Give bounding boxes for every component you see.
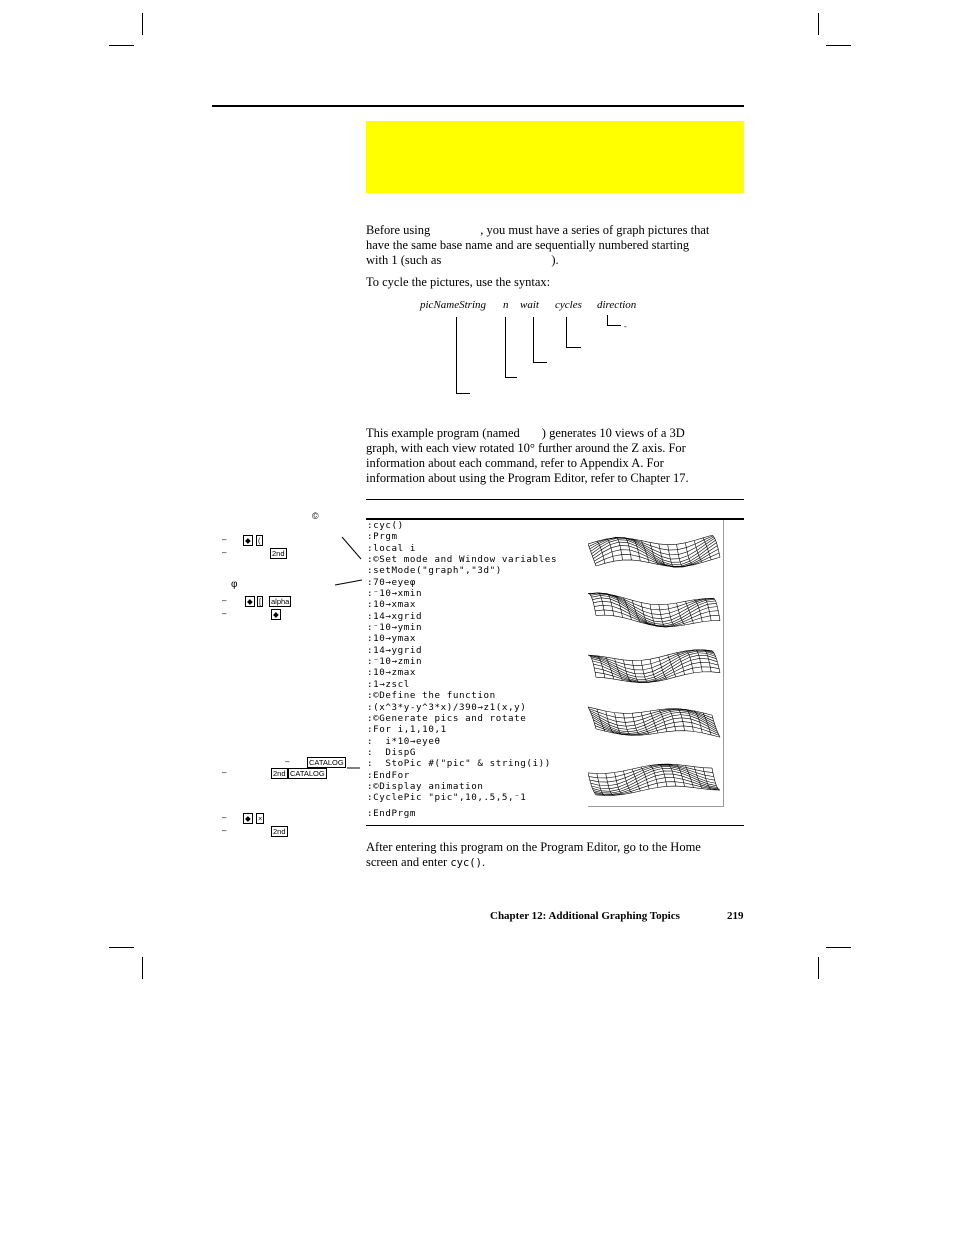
code-line: :©Set mode and Window variables [367,554,558,566]
margin-copyright-symbol: © [312,511,319,521]
margin-dash: – [222,596,227,605]
after-paragraph: After entering this program on the Program Editor, go to the Home screen and enter cyc(). [366,840,701,869]
page-number: 219 [727,910,744,922]
syntax-cycles: cycles [555,299,582,311]
surface-graph [588,650,720,683]
second-key: 2nd [273,769,286,778]
catalog-key: CATALOG [290,769,325,778]
code-line: : i*10→eyeθ [367,735,441,747]
syntax-pic-name: picNameString [420,299,486,311]
code-line: : StoPic #("pic" & string(i)) [367,758,551,770]
margin-dash: – [222,826,227,835]
code-line: : DispG [367,746,417,758]
margin-dash: – [285,757,290,766]
syntax-wait: wait [520,299,539,311]
intro-paragraph: Before using , you must have a series of graph pictures that have the same base name and are sequentially numbered starting with 1 (such as ). [366,223,710,267]
surface-graph [588,764,720,795]
margin-dash: – [222,813,227,822]
syntax-direction: direction [597,299,637,311]
code-line: :14→xgrid [367,610,423,622]
second-key: 2nd [273,827,286,836]
code-line: :©Display animation [367,780,484,792]
margin-phi: φ [231,579,238,590]
rotated-graph-images [588,520,724,807]
paren-key: ( [258,536,261,545]
margin-dash: – [222,535,227,544]
surface-graph [588,593,720,627]
code-line: :⁻10→zmin [367,656,423,668]
second-key: 2nd [272,549,285,558]
code-line: :Prgm [367,531,398,543]
syntax-n: n [503,299,509,311]
example-paragraph: This example program (named ) generates 10 views of a 3D graph, with each view rotated 10° further around the Z axis. For information about each command, refer to Appendix A. For information about using the Program Editor, refer to Chapter 17. [366,426,689,485]
surface-graph [588,535,720,567]
bracket-key: [ [259,597,262,606]
diamond-key: ◆ [245,814,251,823]
times-key: × [258,814,263,823]
margin-dash: – [222,768,227,777]
code-line: :local i [367,542,417,554]
code-line: :(x^3*y-y^3*x)/390→z1(x,y) [367,701,527,713]
code-line: :10→zmax [367,667,417,679]
code-line: :70→eyeφ [367,576,417,588]
margin-dash: – [222,609,227,618]
margin-dash: – [222,548,227,557]
code-line: :CyclePic "pic",10,.5,5,⁻1 [367,792,527,804]
code-line: :⁻10→ymin [367,622,423,634]
wireframe-surface-graphics [588,520,723,806]
diamond-key: ◆ [273,610,279,619]
code-line: :10→ymax [367,633,417,645]
code-line: :©Generate pics and rotate [367,712,527,724]
catalog-key: CATALOG [309,758,344,767]
code-line: :EndFor [367,769,410,781]
footer-chapter: Chapter 12: Additional Graphing Topics [490,910,680,922]
code-line: :setMode("graph","3d") [367,565,502,577]
code-line: :©Define the function [367,690,496,702]
code-line: :EndPrgm [367,807,417,819]
code-line: :⁻10→xmin [367,588,423,600]
alpha-key: alpha [271,597,290,606]
diamond-key: ◆ [245,536,251,545]
diamond-key: ◆ [247,597,253,606]
code-line: :For i,1,10,1 [367,724,447,736]
surface-graph [588,707,720,737]
code-line: :1→zscl [367,678,410,690]
syntax-intro: To cycle the pictures, use the syntax: [366,275,551,289]
code-line: :10→xmax [367,599,417,611]
syntax-note-mark: - [624,322,627,331]
code-line: :cyc() [367,520,404,531]
code-line: :14→ygrid [367,644,423,656]
